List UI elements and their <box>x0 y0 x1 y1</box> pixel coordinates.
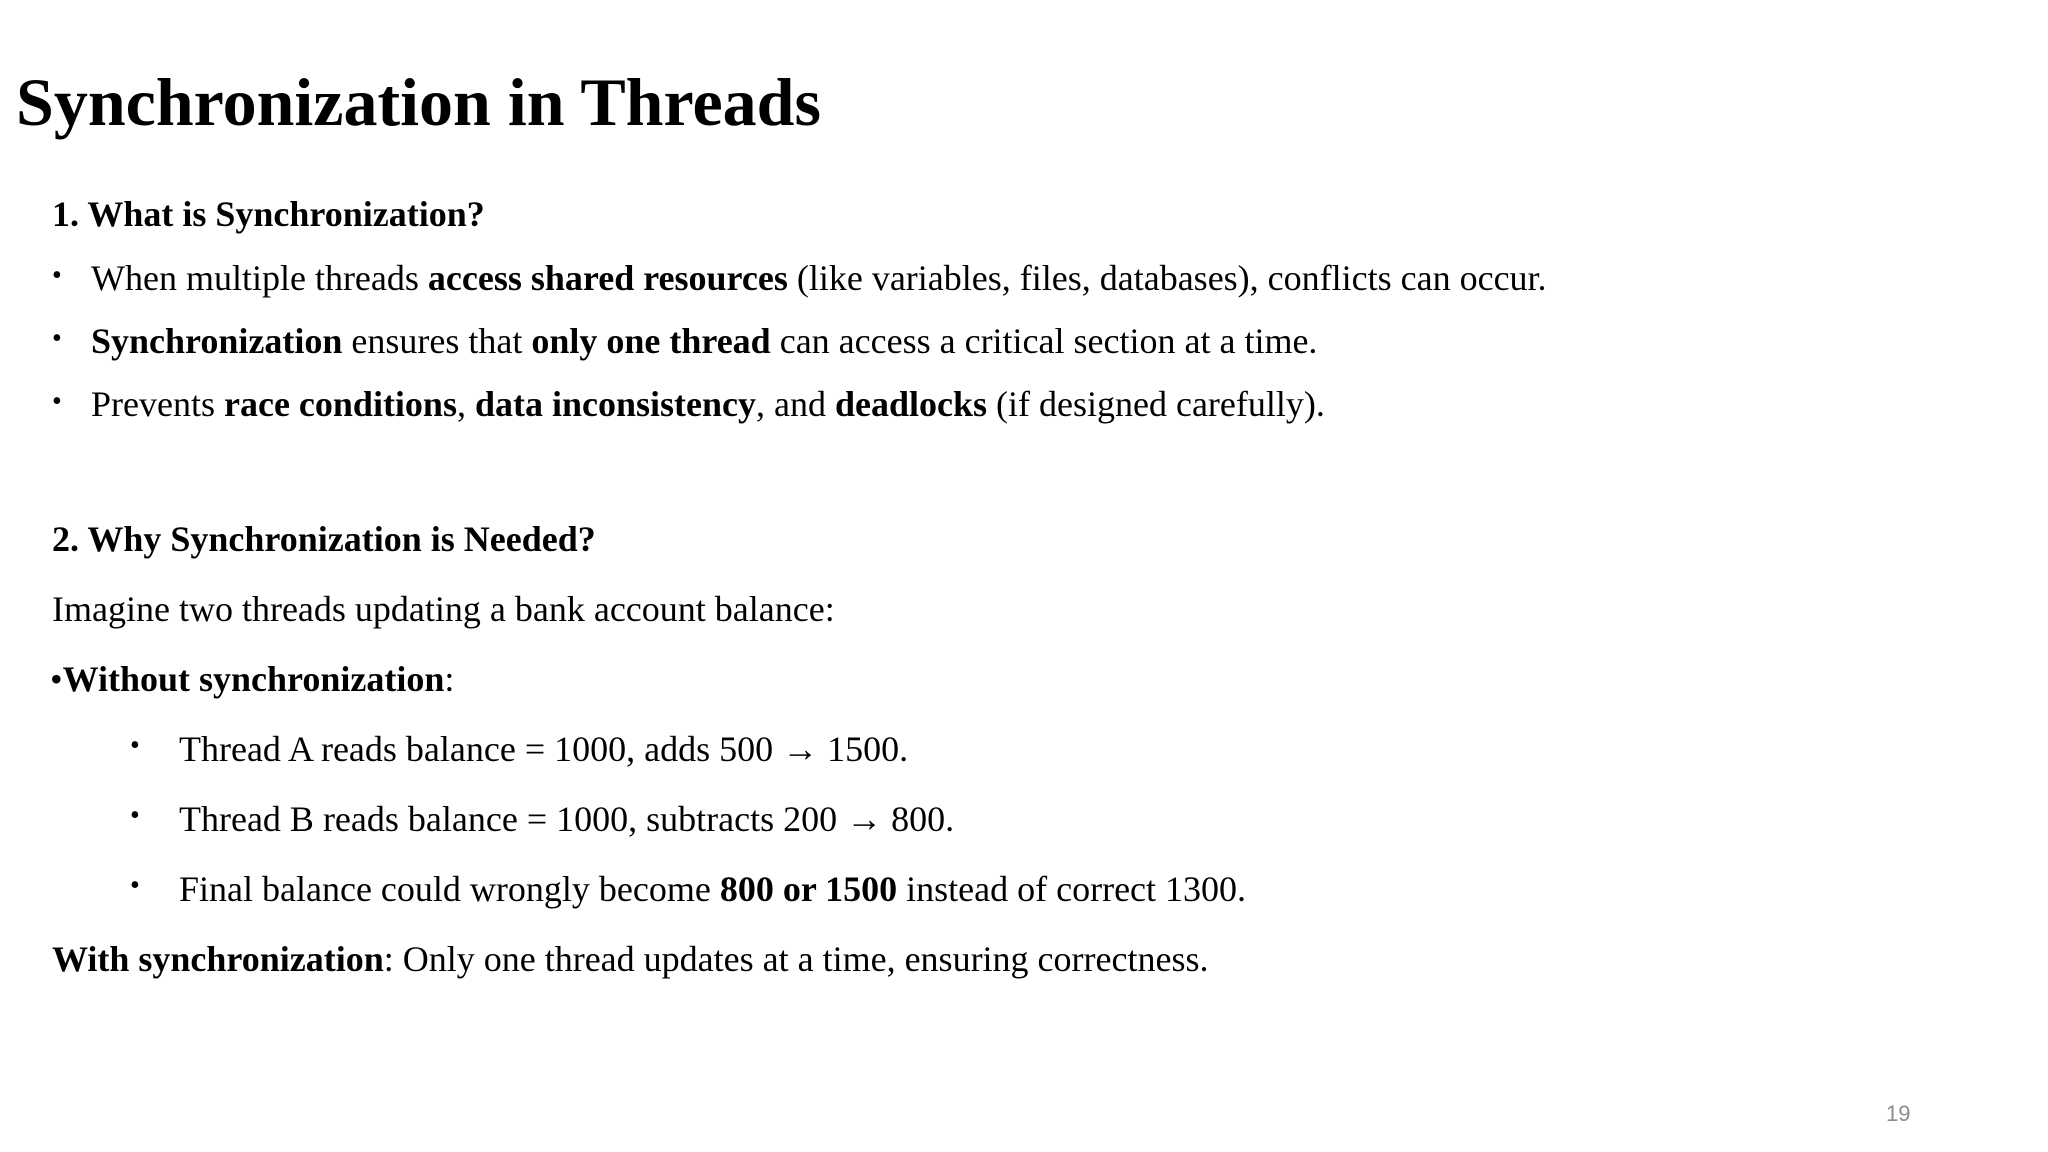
bullet-marker: • <box>52 260 62 291</box>
bold-run: access shared resources <box>427 258 788 298</box>
bold-run: only one thread <box>531 321 771 361</box>
text-run: (if designed carefully). <box>987 384 1325 424</box>
page-number: 19 <box>1886 1101 1911 1126</box>
text-run: can access a critical section at a time. <box>770 321 1318 361</box>
text-run: Thread A reads balance = 1000, adds 500 → 1500. <box>179 729 909 769</box>
text-run: (like variables, files, databases), conflicts can occur. <box>787 258 1547 298</box>
text-run: , and <box>756 384 835 424</box>
section2-heading: 2. Why Synchronization is Needed? <box>52 519 596 559</box>
section1-heading: 1. What is Synchronization? <box>52 194 485 234</box>
with-sync-line <box>52 941 1208 977</box>
bullet-marker: • <box>130 800 140 831</box>
text-run: Thread B reads balance = 1000, subtracts 200 → 800. <box>179 799 955 839</box>
text-run: : <box>444 659 455 699</box>
text-run: , <box>456 384 475 424</box>
bullet-marker: • <box>130 730 140 761</box>
sub-bullet-1 <box>179 731 908 767</box>
bold-run: Synchronization <box>91 321 343 361</box>
text-run: Prevents <box>91 384 224 424</box>
bold-run: race conditions <box>223 384 457 424</box>
text-run: Final balance could wrongly become <box>179 869 720 909</box>
bold-run: Without synchronization <box>62 659 445 699</box>
bullet-marker: • <box>130 870 140 901</box>
bold-run: deadlocks <box>834 384 988 424</box>
bold-run: 800 or 1500 <box>719 869 898 909</box>
text-run: : Only one thread updates at a time, ensuring correctness. <box>383 939 1209 979</box>
section1-bullet-3 <box>91 386 1325 422</box>
bullet-marker: • <box>50 659 63 699</box>
text-run: ensures that <box>342 321 532 361</box>
section1-bullet-1 <box>91 260 1547 296</box>
text-run: instead of correct 1300. <box>897 869 1247 909</box>
sub-bullet-2 <box>179 801 954 837</box>
sub-bullet-3 <box>179 871 1246 907</box>
section1-bullet-2 <box>91 323 1317 359</box>
text-run: When multiple threads <box>91 258 428 298</box>
bullet-marker: • <box>52 323 62 354</box>
bold-run: data inconsistency <box>474 384 756 424</box>
section2-intro: Imagine two threads updating a bank account balance: <box>52 589 835 629</box>
slide-title: Synchronization in Threads <box>16 64 821 140</box>
bullet-marker: • <box>52 386 62 417</box>
bold-run: With synchronization <box>52 939 384 979</box>
without-sync-line <box>50 661 454 697</box>
